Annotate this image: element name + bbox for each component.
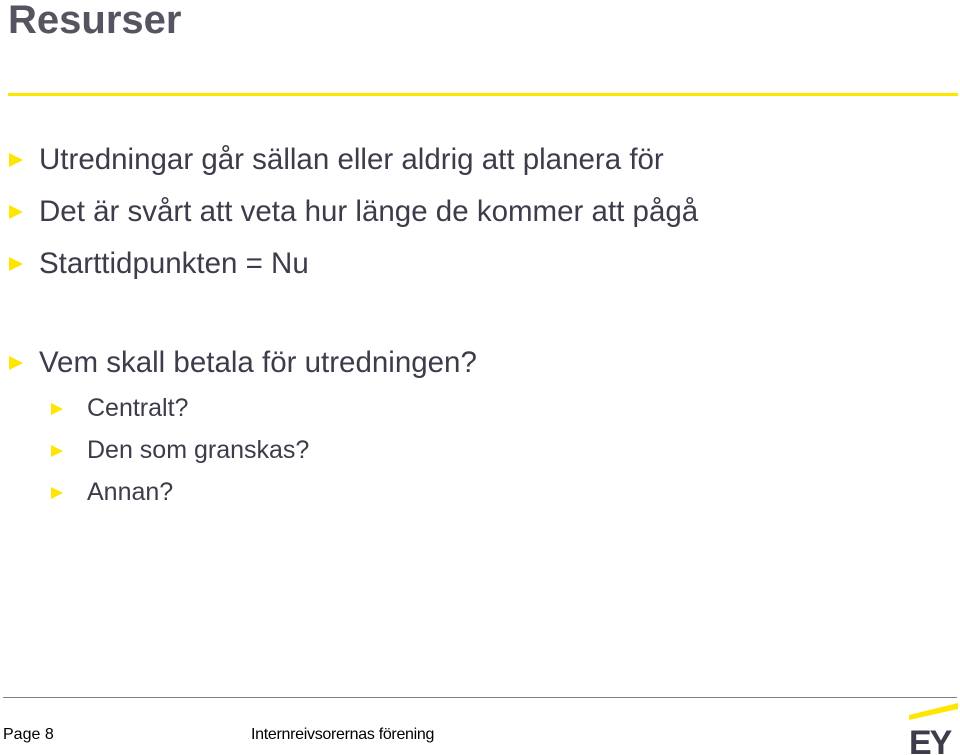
ey-logo-text: EY bbox=[909, 724, 951, 755]
footer-divider bbox=[3, 697, 957, 698]
bullet-item bbox=[9, 143, 664, 177]
bullet-arrow-icon bbox=[9, 205, 23, 219]
bullet-arrow-icon bbox=[51, 445, 63, 457]
sub-bullet-item bbox=[51, 436, 309, 465]
sub-bullet-item bbox=[51, 394, 188, 423]
bullet-text: Det är svårt att veta hur länge de kommer att pågå bbox=[39, 195, 699, 228]
bullet-arrow-icon bbox=[51, 487, 63, 499]
bullet-arrow-icon bbox=[9, 356, 23, 370]
bullet-item bbox=[9, 195, 698, 229]
sub-bullet-text: Den som granskas? bbox=[87, 436, 310, 464]
sub-bullet-text: Centralt? bbox=[87, 394, 189, 422]
sub-bullet-item bbox=[51, 478, 173, 507]
bullet-arrow-icon bbox=[51, 403, 63, 415]
bullet-item bbox=[9, 247, 309, 281]
slide-title: Resurser bbox=[8, 0, 182, 42]
ey-logo-icon bbox=[905, 703, 960, 755]
bullet-text: Vem skall betala för utredningen? bbox=[39, 346, 477, 379]
bullet-item bbox=[9, 346, 477, 380]
footer-organization: Internreivsorernas förening bbox=[251, 726, 435, 743]
bullet-arrow-icon bbox=[9, 257, 23, 271]
bullet-arrow-icon bbox=[9, 153, 23, 167]
page-number: Page 8 bbox=[3, 726, 54, 743]
bullet-text: Utredningar går sällan eller aldrig att planera för bbox=[39, 143, 664, 176]
bullet-text: Starttidpunkten = Nu bbox=[39, 247, 309, 280]
sub-bullet-text: Annan? bbox=[87, 478, 174, 506]
title-underline bbox=[8, 93, 958, 96]
